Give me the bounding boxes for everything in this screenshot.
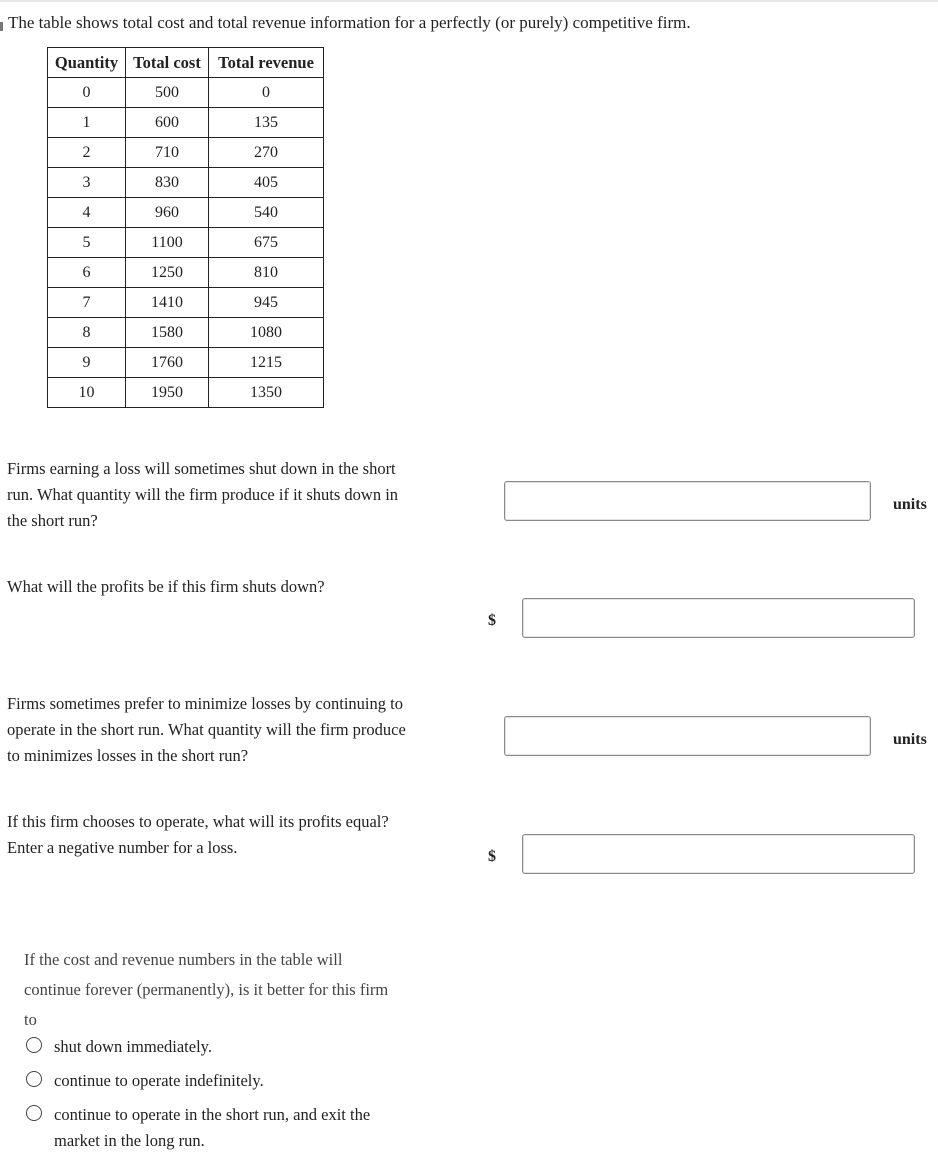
cell-total-revenue: 945 bbox=[209, 288, 324, 318]
option-label: market in the long run. bbox=[54, 1131, 205, 1150]
cell-total-cost: 600 bbox=[126, 108, 209, 138]
table-header-row bbox=[48, 48, 324, 78]
cell-total-revenue: 1215 bbox=[209, 348, 324, 378]
question-shutdown-quantity bbox=[7, 456, 398, 534]
operate-profit-input[interactable] bbox=[522, 834, 915, 874]
cell-total-revenue: 135 bbox=[209, 108, 324, 138]
shutdown-quantity-input[interactable] bbox=[504, 481, 871, 521]
cell-total-cost: 1950 bbox=[126, 378, 209, 408]
left-edge-marker bbox=[0, 22, 3, 31]
cell-quantity: 0 bbox=[48, 78, 126, 108]
question-line: run. What quantity will the firm produce if it shuts down in bbox=[7, 485, 399, 504]
radio-button[interactable] bbox=[26, 1071, 42, 1087]
question-line: Enter a negative number for a loss. bbox=[7, 838, 238, 857]
cell-total-cost: 1410 bbox=[126, 288, 209, 318]
question-operate-quantity bbox=[7, 691, 406, 769]
question-shutdown-profit bbox=[7, 574, 325, 600]
question-line: operate in the short run. What quantity will the firm produce bbox=[7, 720, 406, 739]
question-line: continue forever (permanently), is it better for this firm bbox=[24, 980, 389, 999]
cell-quantity: 10 bbox=[48, 378, 126, 408]
cell-total-revenue: 405 bbox=[209, 168, 324, 198]
table-row bbox=[48, 288, 324, 318]
cell-total-revenue: 810 bbox=[209, 258, 324, 288]
cell-total-revenue: 1350 bbox=[209, 378, 324, 408]
cell-total-cost: 830 bbox=[126, 168, 209, 198]
cell-quantity: 6 bbox=[48, 258, 126, 288]
cell-quantity: 8 bbox=[48, 318, 126, 348]
cell-total-cost: 1100 bbox=[126, 228, 209, 258]
cell-quantity: 9 bbox=[48, 348, 126, 378]
radio-button[interactable] bbox=[26, 1037, 42, 1053]
table-row bbox=[48, 168, 324, 198]
cell-total-revenue: 675 bbox=[209, 228, 324, 258]
question-line: Firms earning a loss will sometimes shut down in the short bbox=[7, 459, 396, 478]
question-line: to minimizes losses in the short run? bbox=[7, 746, 249, 765]
option-label: continue to operate indefinitely. bbox=[54, 1071, 264, 1090]
cell-total-revenue: 540 bbox=[209, 198, 324, 228]
table-row bbox=[48, 198, 324, 228]
operate-quantity-input[interactable] bbox=[504, 716, 871, 756]
header-total-cost: Total cost bbox=[126, 48, 209, 78]
question-line: the short run? bbox=[7, 511, 98, 530]
table-row bbox=[48, 228, 324, 258]
cell-quantity: 1 bbox=[48, 108, 126, 138]
cell-total-revenue: 270 bbox=[209, 138, 324, 168]
top-divider bbox=[0, 0, 938, 2]
cell-quantity: 3 bbox=[48, 168, 126, 198]
question-long-run bbox=[24, 945, 444, 1035]
table-row bbox=[48, 78, 324, 108]
table-row bbox=[48, 348, 324, 378]
cell-quantity: 4 bbox=[48, 198, 126, 228]
cell-quantity: 2 bbox=[48, 138, 126, 168]
units-label: units bbox=[893, 731, 927, 748]
cell-total-cost: 1760 bbox=[126, 348, 209, 378]
cell-total-cost: 710 bbox=[126, 138, 209, 168]
option-label: shut down immediately. bbox=[54, 1037, 212, 1056]
table-row bbox=[48, 138, 324, 168]
intro-text: The table shows total cost and total revenue information for a perfectly (or purely) competitive firm. bbox=[8, 13, 691, 32]
cell-total-cost: 1580 bbox=[126, 318, 209, 348]
cell-total-revenue: 0 bbox=[209, 78, 324, 108]
table-row bbox=[48, 108, 324, 138]
cell-quantity: 7 bbox=[48, 288, 126, 318]
question-line: If this firm chooses to operate, what will its profits equal? bbox=[7, 812, 389, 831]
units-label: units bbox=[893, 496, 927, 513]
dollar-sign: $ bbox=[488, 612, 496, 629]
option-label: continue to operate in the short run, and exit the bbox=[54, 1105, 371, 1124]
question-line: Firms sometimes prefer to minimize losses by continuing to bbox=[7, 694, 403, 713]
header-quantity: Quantity bbox=[48, 48, 126, 78]
table-row bbox=[48, 318, 324, 348]
cell-total-cost: 960 bbox=[126, 198, 209, 228]
question-line: If the cost and revenue numbers in the table will bbox=[24, 950, 343, 969]
cell-total-cost: 500 bbox=[126, 78, 209, 108]
option-shut-down[interactable] bbox=[26, 1034, 212, 1060]
table-row bbox=[48, 258, 324, 288]
cell-total-revenue: 1080 bbox=[209, 318, 324, 348]
header-total-revenue: Total revenue bbox=[209, 48, 324, 78]
cost-revenue-table bbox=[47, 47, 324, 408]
cell-quantity: 5 bbox=[48, 228, 126, 258]
question-line: What will the profits be if this firm shuts down? bbox=[7, 577, 325, 596]
question-line: to bbox=[24, 1010, 37, 1029]
shutdown-profit-input[interactable] bbox=[522, 598, 915, 638]
question-operate-profit bbox=[7, 809, 389, 861]
dollar-sign: $ bbox=[488, 848, 496, 865]
radio-button[interactable] bbox=[26, 1105, 42, 1121]
table-row bbox=[48, 378, 324, 408]
option-operate-then-exit[interactable] bbox=[26, 1102, 370, 1154]
cell-total-cost: 1250 bbox=[126, 258, 209, 288]
option-operate-indefinitely[interactable] bbox=[26, 1068, 264, 1094]
